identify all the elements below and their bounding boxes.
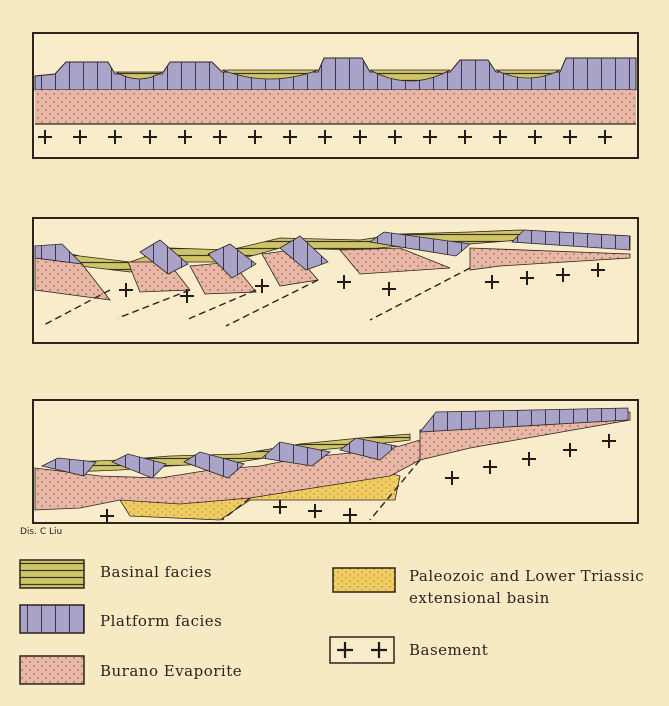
legend-label-basement: Basement [409,641,489,659]
legend-label-basinal: Basinal facies [100,563,212,581]
legend-label-burano: Burano Evaporite [100,662,243,680]
legend-label-paleozoic-2: extensional basin [409,589,550,607]
legend-swatch-platform [20,605,84,633]
legend-swatch-basinal [20,560,84,588]
legend-label-platform: Platform facies [100,612,223,630]
legend-label-paleozoic-1: Paleozoic and Lower Triassic [409,567,645,585]
author-credit: Dis. C Liu [20,527,63,537]
legend-swatch-paleozoic [333,568,395,592]
panel-2-extension [33,218,638,343]
panel-1-initial-platform [33,33,638,158]
legend-swatch-basement [330,637,394,663]
legend-swatch-burano [20,656,84,684]
panel-3-thrusting [33,400,638,523]
